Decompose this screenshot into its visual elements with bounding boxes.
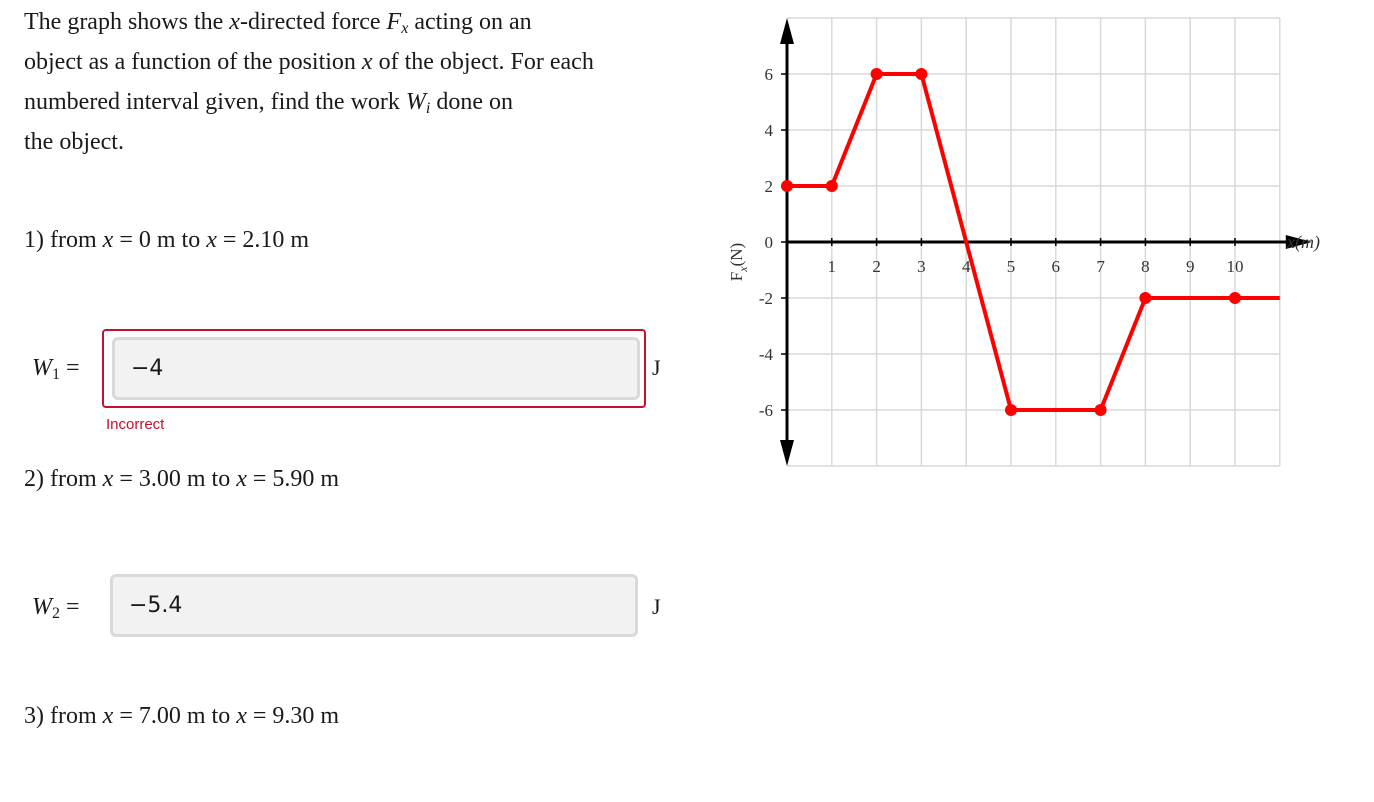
question-1-prompt: 1) from x = 0 m to x = 2.10 m xyxy=(24,227,310,253)
force-position-graph xyxy=(700,0,1360,480)
y-tick-label-6: 6 xyxy=(764,65,773,84)
force-point-2 xyxy=(871,68,883,80)
answer-1-label: $W_1$ = xyxy=(32,355,80,383)
answer-1-input[interactable]: −4 xyxy=(112,337,640,400)
x-tick-label-8: 8 xyxy=(1141,257,1150,276)
problem-line-4: the object. xyxy=(24,129,124,155)
force-point-5 xyxy=(1095,404,1107,416)
y-tick-label-2: 2 xyxy=(764,177,773,196)
force-point-6 xyxy=(1139,292,1151,304)
svg-text:Fx(N) xyxy=(727,243,750,281)
answer-2-unit: J xyxy=(652,594,661,619)
y-tick-label--6: -6 xyxy=(758,401,773,420)
x-tick-label-1: 1 xyxy=(827,257,837,276)
answer-1-unit: J xyxy=(652,355,661,380)
force-point-3 xyxy=(915,68,927,80)
y-axis-label-main: F xyxy=(727,271,746,282)
force-point-4 xyxy=(1005,404,1017,416)
x-tick-label-6: 6 xyxy=(1051,257,1061,276)
answer-2-frame xyxy=(102,568,646,647)
graph-axes xyxy=(780,18,1312,466)
force-point-7 xyxy=(1229,292,1241,304)
x-tick-label-3: 3 xyxy=(917,257,926,276)
x-tick-label-4: 4 xyxy=(961,257,971,276)
question-2-prompt: 2) from x = 3.00 m to x = 5.90 m xyxy=(24,466,340,492)
x-axis-label: x(m) xyxy=(1287,232,1320,252)
x-tick-label-9: 9 xyxy=(1185,257,1195,276)
y-axis-label-unit: (N) xyxy=(727,242,746,267)
question-3-prompt: 3) from x = 7.00 m to x = 9.30 m xyxy=(24,703,340,729)
y-axis-arrow-down xyxy=(780,440,794,466)
y-tick-label--2: -2 xyxy=(758,289,773,308)
y-axis-label xyxy=(727,243,750,281)
problem-line-3: numbered interval given, find the work $W_i$ done on xyxy=(24,89,513,117)
y-tick-label-4: 4 xyxy=(764,121,773,140)
x-tick-label-10: 10 xyxy=(1226,257,1244,276)
answer-1-feedback: Incorrect xyxy=(106,416,165,433)
problem-line-1: The graph shows the x-directed force $F_x$ acting on an xyxy=(24,9,532,37)
answer-2-input[interactable]: −5.4 xyxy=(110,574,638,637)
force-point-1 xyxy=(826,180,838,192)
y-axis-arrow-up xyxy=(780,18,794,44)
y-tick-label--4: -4 xyxy=(758,345,773,364)
answer-2-label: $W_2$ = xyxy=(32,594,80,622)
problem-statement xyxy=(24,2,704,162)
x-tick-label-2: 2 xyxy=(872,257,881,276)
x-tick-label-7: 7 xyxy=(1096,257,1105,276)
y-axis-label-sub: x xyxy=(736,266,750,272)
problem-line-2: object as a function of the position x of the object. For each xyxy=(24,49,594,75)
answer-1-incorrect-frame xyxy=(102,329,646,408)
force-point-0 xyxy=(781,180,793,192)
y-tick-label-0: 0 xyxy=(764,233,773,252)
x-tick-label-5: 5 xyxy=(1006,257,1016,276)
